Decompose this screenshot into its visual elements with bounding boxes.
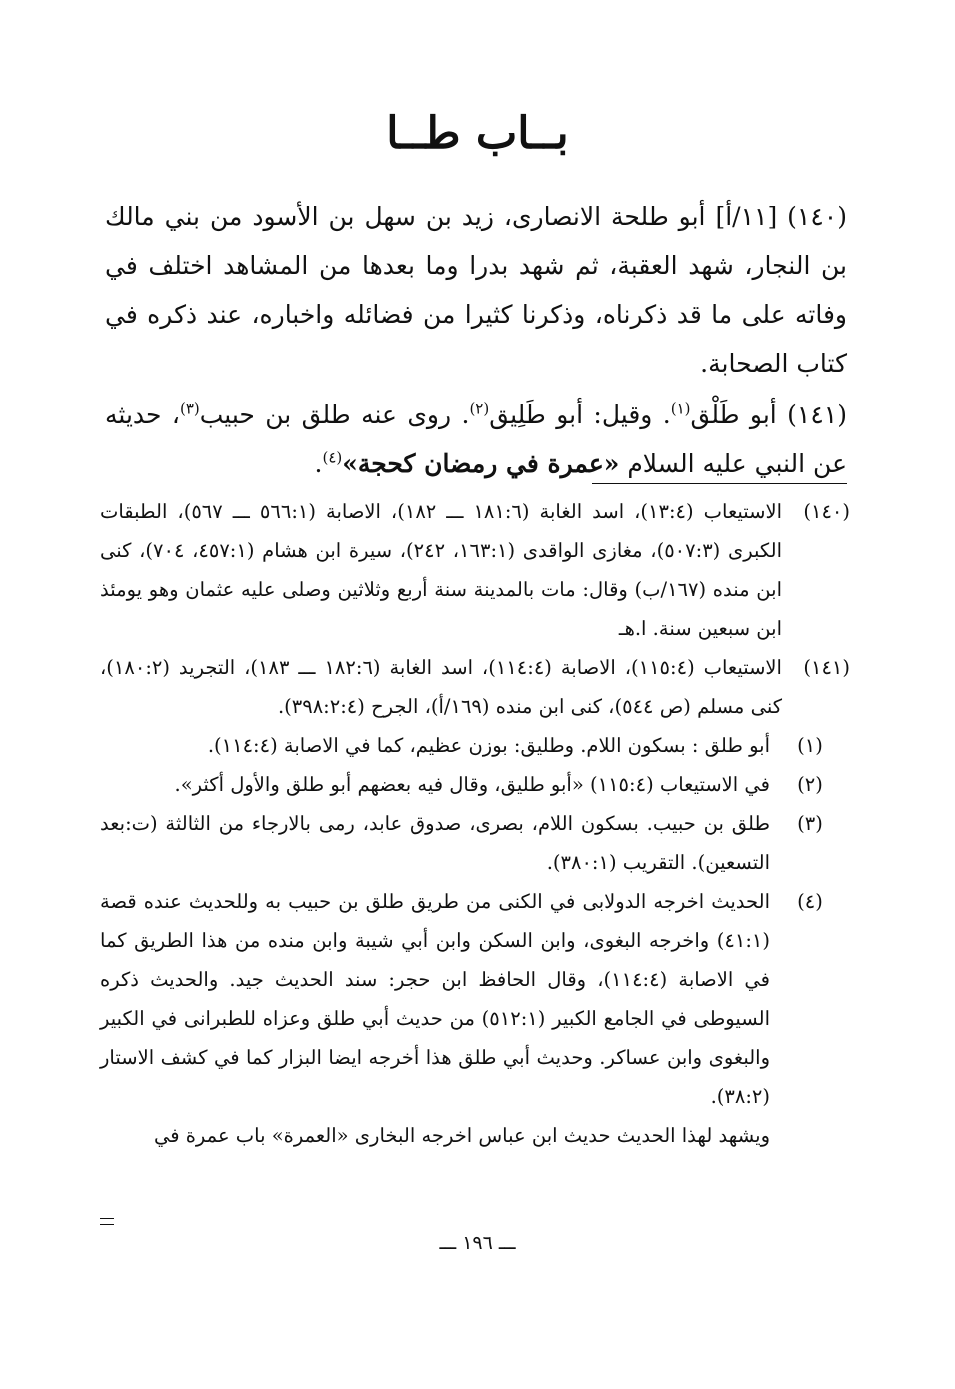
footnote-number: (١) [797,734,823,757]
entry-140: (١٤٠) [١١/أ] أبو طلحة الانصارى، زيد بن سهل بن الأسود من بني مالك بن النجار، شهد العقبة، ثم شهد بدرا وما بعدها من المشاهد اختلف في وفاته على ما قد ذكرناه، وذكرنا كثيرا من فضائله واخباره، عند ذكره في كتاب الصحابة. [105,202,847,378]
footnote-3 [100,804,850,882]
footnote-number: (٤) [797,890,823,913]
entry-141-part-a: (١٤١) أبو طَلْق [690,400,847,429]
main-text [105,192,847,488]
entry-141-part-d: ، حديثه عن النبي عليه السلام [105,400,847,478]
source-note-text: الاستيعاب (١٣:٤)، اسد الغابة (١٨١:٦ ـــ ١٨٢)، الاصابة (٥٦٦:١ ـــ ٥٦٧)، الطبقات الكبرى (٥٠٧:٣)، مغازى الواقدى (١٦٣:١، ٢٤٢)، سيرة ابن هشام (٤٥٧:١، ٧٠٤)، كنى ابن منده (١٦٧/ب) وقال: مات بالمدينة سنة أربع وثلاثين وصلى عليه عثمان وهو يومئذ ابن سبعين سنة. ا.هـ [100,500,783,640]
source-note-text: الاستيعاب (١١٥:٤)، الاصابة (١١٤:٤)، اسد الغابة (١٨٢:٦ ـــ ١٨٣)، التجريد (١٨٠:٢)، كنى مسلم (ص ٥٤٤)، كنى ابن منده (١٦٩/أ)، الجرح (٣٩٨:٢:٤). [100,656,782,718]
source-note-number: (١٤١) [803,656,850,679]
footnote-ref-3[interactable]: (٣) [179,399,200,418]
footnote-number: (٢) [797,773,823,796]
footnote-text: طلق بن حبيب. بسكون اللام، بصرى، صدوق عابد، رمى بالارجاء من الثالثة (ت:بعد التسعين). التقريب (٣٨٠:١). [100,812,770,874]
footnote-ref-2[interactable]: (٢) [469,399,490,418]
page-number: ـــ ١٩٦ ـــ [439,1232,516,1254]
footnote-text: الحديث اخرجه الدولابى في الكنى من طريق طلق بن حبيب به وللحديث عنده قصة (٤١:١) واخرجه البغوى، وابن السكن وابن أبي شيبة وابن منده من هذا الطريق كما في الاصابة (١١٤:٤)، وقال الحافظ ابن حجر: سند الحديث جيد. والحديث ذكره السيوطى في الجامع الكبير (٥١٢:١) من حديث أبي طلق وعزاه للطبرانى في الكبير والبغوى وابن عساكر. وحديث أبي طلق هذا أخرجه ايضا البزار كما في كشف الاستار (٣٨:٢). [100,890,771,1108]
footnote-text: في الاستيعاب (١١٥:٤) «أبو طليق، وقال فيه بعضهم أبو طلق والأول أكثر». [174,773,770,796]
footnote-ref-4[interactable]: (٤) [322,448,343,467]
hadith-quote: «عمرة في رمضان كحجة» [342,449,620,478]
footnote-ref-1[interactable]: (١) [670,399,691,418]
footnote-2 [100,765,850,804]
chapter-title: بــاب طــا [386,108,569,159]
footnote-1 [100,726,850,765]
footnotes-section [100,492,850,1155]
source-note-140 [100,492,850,648]
entry-141-part-e: . [314,449,323,478]
source-note-number: (١٤٠) [803,500,850,523]
source-note-141 [100,648,850,726]
entry-141-part-b: . وقيل: أبو طَلِيق [489,400,671,429]
footnote-continuation: ويشهد لهذا الحديث حديث ابن عباس اخرجه البخارى «العمرة» باب عمرة في [153,1124,770,1147]
entry-141-part-c: . روى عنه طلق بن حبيب [199,400,470,429]
footnote-separator [592,483,847,484]
footnote-text: أبو طلق : بسكون اللام. وطليق: بوزن عظيم، كما في الاصابة (١١٤:٤). [207,734,770,757]
footnote-4 [100,882,850,1116]
footnote-number: (٣) [797,812,823,835]
entry-141 [105,390,847,488]
continuation-mark [100,1218,114,1225]
